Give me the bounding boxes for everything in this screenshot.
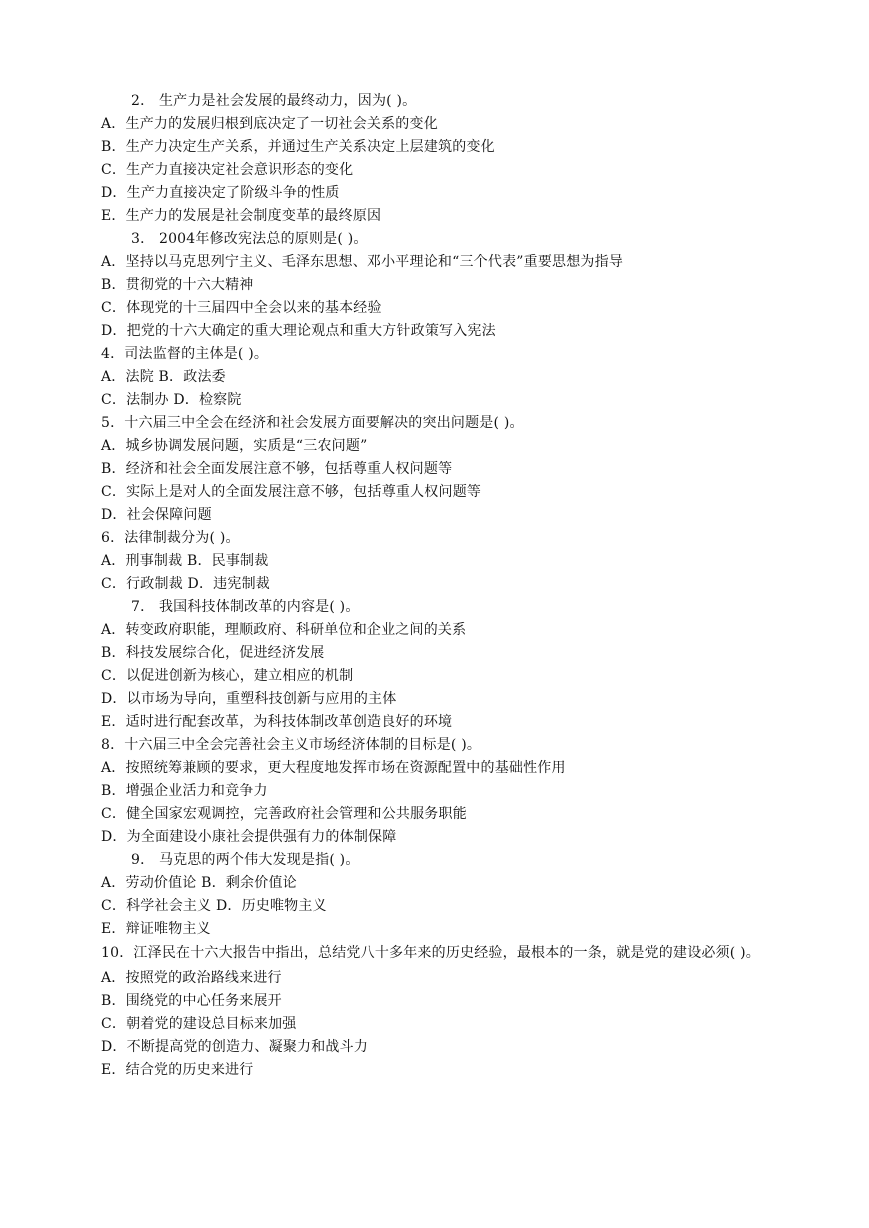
question-stem: 10．江泽民在十六大报告中指出，总结党八十多年来的历史经验，最根本的一条，就是党的建设必须( )。 xyxy=(101,945,760,961)
question-stem: 3． 2004年修改宪法总的原则是( )。 xyxy=(131,231,368,247)
question-stem: 7． 我国科技体制改革的内容是( )。 xyxy=(131,599,360,615)
question-option: B．科技发展综合化，促进经济发展 xyxy=(101,645,325,661)
question-stem: 8．十六届三中全会完善社会主义市场经济体制的目标是( )。 xyxy=(101,737,482,753)
question-option: A．生产力的发展归根到底决定了一切社会关系的变化 xyxy=(101,116,438,132)
question-option: B．生产力决定生产关系，并通过生产关系决定上层建筑的变化 xyxy=(101,139,495,155)
question-option: D．生产力直接决定了阶级斗争的性质 xyxy=(101,185,340,201)
question-option: A．城乡协调发展问题，实质是“三农问题” xyxy=(101,438,368,454)
question-option: C．科学社会主义 D．历史唯物主义 xyxy=(101,898,327,914)
question-option: B．贯彻党的十六大精神 xyxy=(101,277,254,293)
question-list xyxy=(101,90,791,1082)
question-option: D．社会保障问题 xyxy=(101,507,212,523)
question-option: C．实际上是对人的全面发展注意不够，包括尊重人权问题等 xyxy=(101,484,482,500)
question-option: C．体现党的十三届四中全会以来的基本经验 xyxy=(101,300,382,316)
question-stem: 9． 马克思的两个伟大发现是指( )。 xyxy=(131,852,360,868)
question-option: C．以促进创新为核心，建立相应的机制 xyxy=(101,668,354,684)
question-option: D．以市场为导向，重塑科技创新与应用的主体 xyxy=(101,691,397,707)
question-option: E．适时进行配套改革，为科技体制改革创造良好的环境 xyxy=(101,714,453,730)
question-option: C．朝着党的建设总目标来加强 xyxy=(101,1016,297,1032)
question-stem: 2． 生产力是社会发展的最终动力，因为( )。 xyxy=(131,93,417,109)
question-option: D．不断提高党的创造力、凝聚力和战斗力 xyxy=(101,1039,369,1055)
question-option: E．结合党的历史来进行 xyxy=(101,1062,254,1078)
question-stem: 5．十六届三中全会在经济和社会发展方面要解决的突出问题是( )。 xyxy=(101,415,524,431)
question-option: C．行政制裁 D．违宪制裁 xyxy=(101,576,270,592)
question-option: B．经济和社会全面发展注意不够，包括尊重人权问题等 xyxy=(101,461,453,477)
question-option: D．把党的十六大确定的重大理论观点和重大方针政策写入宪法 xyxy=(101,323,496,339)
question-option: C．健全国家宏观调控，完善政府社会管理和公共服务职能 xyxy=(101,806,467,822)
question-option: A．刑事制裁 B．民事制裁 xyxy=(101,553,269,569)
question-stem: 6．法律制裁分为( )。 xyxy=(101,530,240,546)
question-option: C．生产力直接决定社会意识形态的变化 xyxy=(101,162,354,178)
question-option: D．为全面建设小康社会提供强有力的体制保障 xyxy=(101,829,397,845)
question-option: B．增强企业活力和竞争力 xyxy=(101,783,268,799)
question-option: C．法制办 D．检察院 xyxy=(101,392,242,408)
question-option: B．围绕党的中心任务来展开 xyxy=(101,993,282,1009)
question-option: A．法院 B．政法委 xyxy=(101,369,226,385)
question-stem: 4．司法监督的主体是( )。 xyxy=(101,346,269,362)
question-option: A．按照统筹兼顾的要求，更大程度地发挥市场在资源配置中的基础性作用 xyxy=(101,760,566,776)
question-option: A．转变政府职能，理顺政府、科研单位和企业之间的关系 xyxy=(101,622,467,638)
question-option: A．坚持以马克思列宁主义、毛泽东思想、邓小平理论和“三个代表”重要思想为指导 xyxy=(101,254,624,270)
question-option: A．按照党的政治路线来进行 xyxy=(101,970,282,986)
question-option: E．生产力的发展是社会制度变革的最终原因 xyxy=(101,208,382,224)
question-option: A．劳动价值论 B．剩余价值论 xyxy=(101,875,297,891)
question-option: E．辩证唯物主义 xyxy=(101,921,211,937)
